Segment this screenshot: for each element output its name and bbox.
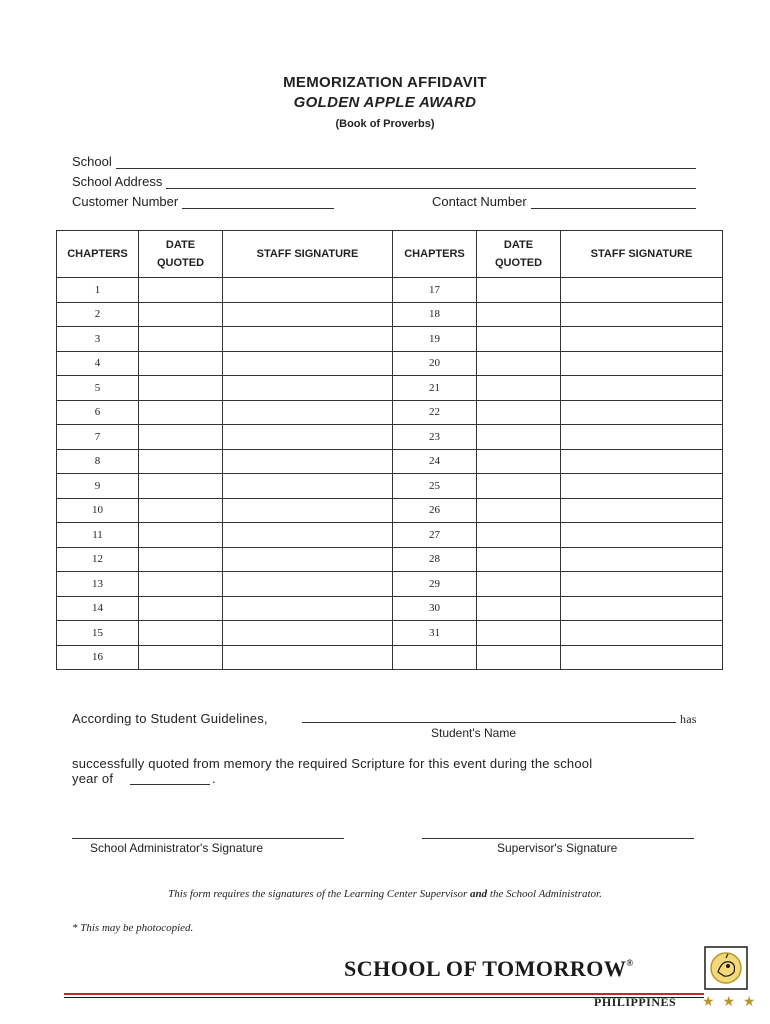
table-row (57, 547, 723, 572)
staff-signature-cell-right[interactable] (561, 278, 723, 303)
award-title: GOLDEN APPLE AWARD (293, 94, 477, 111)
registered-mark: ® (626, 958, 634, 968)
date-header-line1: DATE (165, 239, 196, 251)
date-quoted-header-right (477, 231, 561, 278)
chapter-number-left: 6 (57, 400, 139, 425)
staff-signature-cell-left[interactable] (223, 400, 393, 425)
table-row (57, 523, 723, 548)
school-line[interactable] (116, 158, 696, 169)
staff-signature-cell-right[interactable] (561, 596, 723, 621)
date-quoted-cell-left[interactable] (139, 621, 223, 646)
table-header-row (57, 231, 723, 278)
student-name-line[interactable] (302, 722, 676, 723)
chapter-number-right: 28 (393, 547, 477, 572)
date-quoted-cell-right[interactable] (477, 278, 561, 303)
school-address-line[interactable] (166, 178, 696, 189)
student-name-caption: Student's Name (431, 726, 517, 740)
staff-signature-cell-right[interactable] (561, 474, 723, 499)
date-header-line1-right: DATE (503, 239, 534, 251)
staff-signature-cell-right[interactable] (561, 400, 723, 425)
chapter-number-right: 30 (393, 596, 477, 621)
date-quoted-cell-right[interactable] (477, 474, 561, 499)
date-quoted-cell-left[interactable] (139, 278, 223, 303)
chapter-number-left: 3 (57, 327, 139, 352)
staff-signature-cell-left[interactable] (223, 278, 393, 303)
staff-signature-cell-right[interactable] (561, 376, 723, 401)
date-quoted-cell-left[interactable] (139, 425, 223, 450)
date-quoted-cell-left[interactable] (139, 645, 223, 670)
requirement-note (0, 888, 770, 900)
school-of-tomorrow-logo (344, 956, 634, 982)
chapter-number-right: 27 (393, 523, 477, 548)
staff-signature-cell-right[interactable] (561, 327, 723, 352)
customer-number-label: Customer Number (72, 194, 179, 209)
staff-signature-cell-left[interactable] (223, 621, 393, 646)
table-row (57, 278, 723, 303)
chapter-number-right: 22 (393, 400, 477, 425)
staff-signature-cell-left[interactable] (223, 327, 393, 352)
requirement-part2: the School Administrator. (487, 888, 602, 900)
date-quoted-cell-left[interactable] (139, 474, 223, 499)
date-quoted-cell-left[interactable] (139, 449, 223, 474)
staff-signature-cell-right[interactable] (561, 498, 723, 523)
chapter-number-left: 4 (57, 351, 139, 376)
chapter-number-left: 15 (57, 621, 139, 646)
chapter-number-right: 17 (393, 278, 477, 303)
supervisor-signature-line[interactable] (422, 838, 694, 839)
staff-signature-cell-left[interactable] (223, 302, 393, 327)
year-of-label: year of (72, 771, 114, 786)
staff-signature-cell-right[interactable] (561, 645, 723, 670)
staff-signature-cell-right[interactable] (561, 302, 723, 327)
requirement-and: and (470, 888, 488, 900)
table-row (57, 645, 723, 670)
chapter-number-right: 26 (393, 498, 477, 523)
school-field[interactable] (72, 154, 696, 169)
chapter-number-left: 8 (57, 449, 139, 474)
table-row (57, 572, 723, 597)
table-row (57, 474, 723, 499)
chapter-number-left: 1 (57, 278, 139, 303)
chapter-number-left: 13 (57, 572, 139, 597)
table-row (57, 596, 723, 621)
staff-signature-cell-left[interactable] (223, 572, 393, 597)
staff-signature-cell-left[interactable] (223, 498, 393, 523)
staff-signature-cell-left[interactable] (223, 523, 393, 548)
staff-signature-header: STAFF SIGNATURE (223, 231, 393, 278)
chapter-number-left: 12 (57, 547, 139, 572)
date-quoted-cell-right[interactable] (477, 547, 561, 572)
date-header-line2: QUOTED (156, 257, 205, 269)
chapter-number-right: 25 (393, 474, 477, 499)
date-quoted-cell-right[interactable] (477, 645, 561, 670)
date-quoted-cell-left[interactable] (139, 572, 223, 597)
date-quoted-cell-left[interactable] (139, 547, 223, 572)
chapter-number-right: 19 (393, 327, 477, 352)
chapter-number-left: 16 (57, 645, 139, 670)
supervisor-signature-caption: Supervisor's Signature (497, 841, 618, 855)
date-quoted-cell-right[interactable] (477, 572, 561, 597)
table-row (57, 376, 723, 401)
form-title: MEMORIZATION AFFIDAVIT (283, 74, 487, 91)
chapter-number-right: 23 (393, 425, 477, 450)
chapter-number-left: 5 (57, 376, 139, 401)
chapter-number-right: 20 (393, 351, 477, 376)
date-quoted-cell-right[interactable] (477, 596, 561, 621)
table-row (57, 425, 723, 450)
table-row (57, 621, 723, 646)
date-quoted-cell-right[interactable] (477, 400, 561, 425)
contact-number-field[interactable] (432, 194, 696, 209)
table-row (57, 400, 723, 425)
year-line[interactable] (130, 784, 210, 785)
contact-number-label: Contact Number (432, 194, 527, 209)
date-quoted-header (139, 231, 223, 278)
staff-signature-cell-left[interactable] (223, 449, 393, 474)
chapter-number-right: 24 (393, 449, 477, 474)
date-quoted-cell-right[interactable] (477, 523, 561, 548)
date-quoted-cell-right[interactable] (477, 376, 561, 401)
date-quoted-cell-right[interactable] (477, 351, 561, 376)
staff-signature-cell-right[interactable] (561, 621, 723, 646)
staff-signature-cell-left[interactable] (223, 425, 393, 450)
has-text: has (680, 712, 697, 726)
customer-number-line[interactable] (182, 198, 334, 209)
chapters-header-right: CHAPTERS (393, 231, 477, 278)
date-quoted-cell-left[interactable] (139, 302, 223, 327)
date-quoted-cell-left[interactable] (139, 400, 223, 425)
date-quoted-cell-right[interactable] (477, 621, 561, 646)
chapter-number-right: 31 (393, 621, 477, 646)
staff-signature-header-right: STAFF SIGNATURE (561, 231, 723, 278)
date-quoted-cell-right[interactable] (477, 302, 561, 327)
school-address-label: School Address (72, 174, 163, 189)
contact-number-line[interactable] (531, 198, 696, 209)
book-subtitle: (Book of Proverbs) (335, 118, 435, 130)
statement-line2: successfully quoted from memory the required Scripture for this event during the school (72, 756, 593, 771)
chapter-number-left: 14 (57, 596, 139, 621)
customer-number-field[interactable] (72, 194, 334, 209)
school-label: School (72, 154, 112, 169)
staff-signature-cell-right[interactable] (561, 425, 723, 450)
date-quoted-cell-right[interactable] (477, 425, 561, 450)
chapter-number-left: 7 (57, 425, 139, 450)
date-quoted-cell-right[interactable] (477, 327, 561, 352)
table-row (57, 327, 723, 352)
date-quoted-cell-left[interactable] (139, 327, 223, 352)
date-quoted-cell-left[interactable] (139, 376, 223, 401)
chapter-number-left: 2 (57, 302, 139, 327)
year-period: . (212, 771, 216, 786)
chapters-header: CHAPTERS (57, 231, 139, 278)
chapter-number-right (393, 645, 477, 670)
table-row (57, 302, 723, 327)
table-row (57, 498, 723, 523)
date-quoted-cell-left[interactable] (139, 523, 223, 548)
logo-stars-icon: ★ ★ ★ (702, 993, 758, 1009)
staff-signature-cell-left[interactable] (223, 596, 393, 621)
table-row (57, 351, 723, 376)
date-quoted-cell-right[interactable] (477, 449, 561, 474)
requirement-part1: This form requires the signatures of the Learning Center Supervisor (168, 888, 471, 900)
staff-signature-cell-left[interactable] (223, 376, 393, 401)
date-header-line2-right: QUOTED (494, 257, 543, 269)
table-row (57, 449, 723, 474)
logo-name: SCHOOL OF TOMORROW (344, 956, 627, 981)
date-quoted-cell-right[interactable] (477, 498, 561, 523)
date-quoted-cell-left[interactable] (139, 351, 223, 376)
staff-signature-cell-left[interactable] (223, 547, 393, 572)
staff-signature-cell-right[interactable] (561, 351, 723, 376)
guidelines-prefix: According to Student Guidelines, (72, 711, 268, 726)
date-quoted-cell-left[interactable] (139, 498, 223, 523)
staff-signature-cell-left[interactable] (223, 351, 393, 376)
staff-signature-cell-right[interactable] (561, 449, 723, 474)
chapter-number-right: 21 (393, 376, 477, 401)
admin-signature-caption: School Administrator's Signature (90, 841, 264, 855)
staff-signature-cell-left[interactable] (223, 645, 393, 670)
staff-signature-cell-right[interactable] (561, 572, 723, 597)
chapters-table (56, 230, 723, 670)
photocopy-note: * This may be photocopied. (72, 922, 194, 934)
logo-region: PHILIPPINES (594, 995, 677, 1009)
admin-signature-line[interactable] (72, 838, 344, 839)
date-quoted-cell-left[interactable] (139, 596, 223, 621)
staff-signature-cell-right[interactable] (561, 523, 723, 548)
chapter-number-left: 11 (57, 523, 139, 548)
school-address-field[interactable] (72, 174, 696, 189)
golden-apple-emblem-icon (704, 946, 748, 990)
staff-signature-cell-right[interactable] (561, 547, 723, 572)
staff-signature-cell-left[interactable] (223, 474, 393, 499)
chapter-number-left: 9 (57, 474, 139, 499)
chapter-number-right: 18 (393, 302, 477, 327)
chapter-number-left: 10 (57, 498, 139, 523)
chapter-number-right: 29 (393, 572, 477, 597)
